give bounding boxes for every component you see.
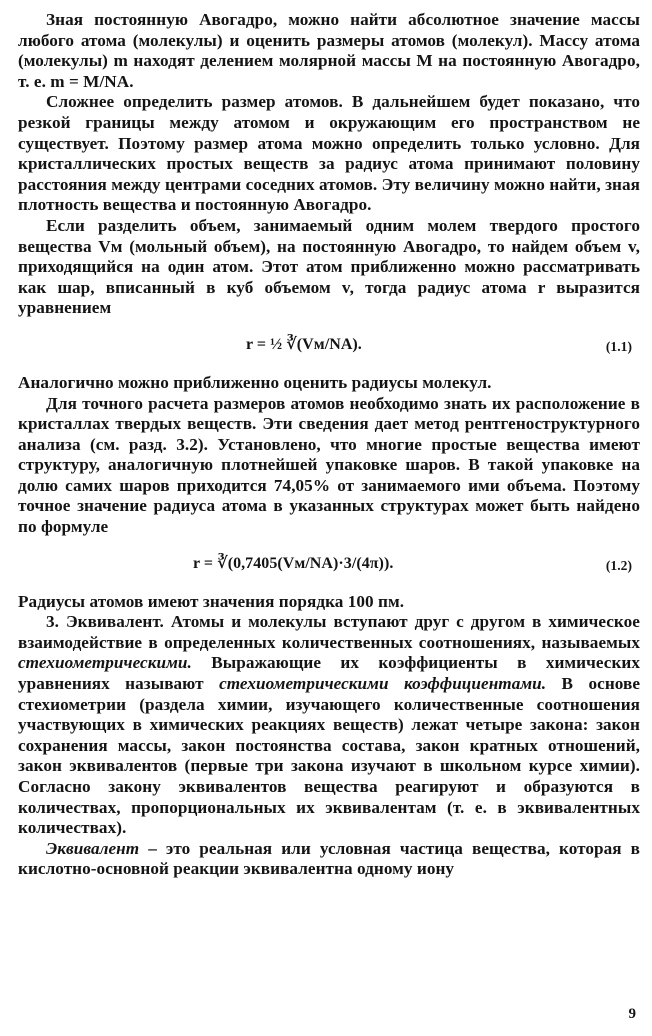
paragraph-molecule-radius: Аналогично можно приближенно оценить радиусы молекул. (18, 372, 492, 392)
page-body (18, 10, 640, 880)
term-stoichiometric-coefficients: стехиометрическими коэффициентами. (219, 674, 547, 694)
formula-1-2-number: (1.2) (605, 557, 632, 573)
paragraph-equivalent-definition (18, 839, 640, 880)
term-equivalent: Эквивалент (46, 838, 140, 858)
paragraph-avogadro-mass: Зная постоянную Авогадро, можно найти абсолютное значение массы любого атома (молекулы) и оценить размеры атомов (молекул). Массу атома (молекулы) m находят делением молярной массы M на постоянную Авогадро, т. е. m = M/NA. (18, 10, 640, 91)
formula-1-2 (18, 542, 640, 586)
paragraph-equivalent-section (18, 612, 640, 839)
formula-1-1-expression: r = ½ ∛(Vм/NA). (246, 335, 362, 353)
paragraph-atom-size: Сложнее определить размер атомов. В дальнейшем будет показано, что резкой границы между атомом и окружающим его пространством не существует. Поэтому размер атома можно определить только условно. Для кристаллических простых веществ за радиус атома принимают половину расстояния между центрами соседних атомов. Эту величину можно найти, зная плотность вещества и постоянную Авогадро. (18, 92, 640, 215)
formula-1-1 (18, 323, 640, 367)
paragraph-xray-analysis: Для точного расчета размеров атомов необходимо знать их расположение в кристаллах твердых веществ. Эти сведения дает метод рентгеноструктурного анализа (см. разд. 3.2). Установлено, что многие простые вещества имеют структуру, аналогичную плотнейшей упаковке шаров. В такой упаковке на долю самих шаров приходится 74,05% от занимаемого ими объема. Поэтому точное значение радиуса атома в указанных структурах может быть найдено по формуле (18, 393, 640, 537)
equivalent-text-end: В основе стехиометрии (раздела химии, изучающего количественные соотношения участвующих в химических реакциях веществ) лежат четыре закона: закон сохранения массы, закон постоянства состава, закон кратных отношений, закон эквивалентов (первые три закона изучают в школьном курсе химии). Согласно закону эквивалентов вещества реагируют и образуются в количествах, пропорциональных их эквивалентам (т. е. в эквивалентных количествах). (18, 674, 640, 838)
term-stoichiometric: стехиометрическими. (18, 653, 192, 673)
paragraph-radius-order: Радиусы атомов имеют значения порядка 100 пм. (18, 591, 405, 611)
equivalent-text-middle: Выражающие их коэффициенты в химических уравнениях называют (18, 653, 640, 694)
equivalent-definition-text: – это реальная или условная частица вещества, которая в кислотно-основной реакции эквивалентна одному иону (18, 838, 640, 879)
formula-1-2-expression: r = ∛(0,7405(Vм/NA)·3/(4π)). (193, 554, 394, 572)
page-number: 9 (628, 1006, 636, 1022)
equivalent-text-start: 3. Эквивалент. Атомы и молекулы вступают друг с другом в химическое взаимодействие в определенных количественных соотношениях, называемых (18, 612, 640, 652)
paragraph-molar-volume: Если разделить объем, занимаемый одним молем твердого простого вещества Vм (мольный объем), на постоянную Авогадро, то найдем объем v, приходящийся на один атом. Этот атом приближенно можно рассматривать как шар, вписанный в куб объемом v, тогда радиус атома r выразится уравнением (18, 215, 640, 318)
formula-1-1-number: (1.1) (605, 338, 632, 354)
